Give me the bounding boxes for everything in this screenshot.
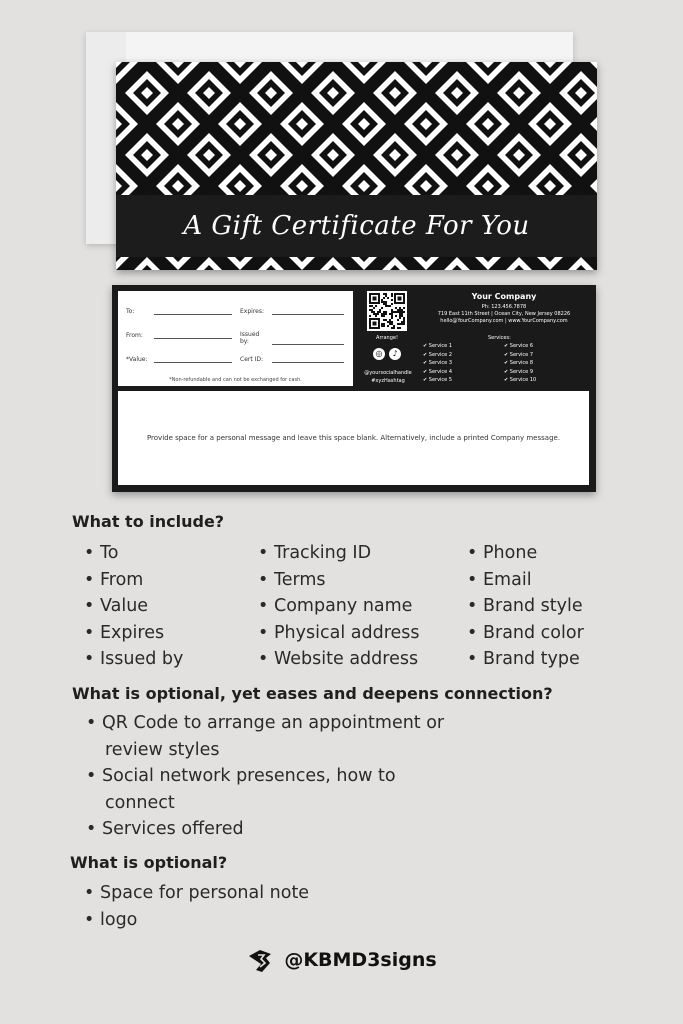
social-icons bbox=[373, 348, 401, 360]
list-item: • Space for personal note bbox=[103, 880, 309, 907]
service-item: ✔ Service 2 bbox=[423, 351, 453, 358]
message-text: Provide space for a personal message and leave this space blank. Alternatively, include a printed Company message. bbox=[146, 434, 561, 442]
certificate-title: A Gift Certificate For You bbox=[183, 211, 530, 241]
cert-id-field bbox=[240, 355, 344, 363]
message-area bbox=[118, 391, 589, 485]
services-title: Services: bbox=[488, 335, 511, 341]
from-line bbox=[154, 331, 232, 339]
to-line bbox=[154, 307, 232, 315]
include-heading: What to include? bbox=[72, 512, 225, 531]
list-item: • Social network presences, how to bbox=[105, 763, 444, 790]
list-item: • Brand style bbox=[486, 593, 584, 620]
list-item: • Company name bbox=[277, 593, 420, 620]
company-phone: Ph: 123.456.7878 bbox=[481, 304, 527, 310]
list-item: • Phone bbox=[486, 540, 584, 567]
list-item: • Issued by bbox=[103, 646, 183, 673]
company-contact: hello@YourCompany.com | www.YourCompany.com bbox=[440, 318, 568, 324]
value-field bbox=[126, 355, 232, 363]
service-item: ✔ Service 1 bbox=[423, 343, 453, 349]
social-handle-block bbox=[358, 369, 418, 385]
certificate-fields bbox=[118, 291, 353, 386]
company-name: Your Company bbox=[471, 292, 537, 301]
list-item: • Email bbox=[486, 567, 584, 594]
issued-by-label: Issued by: bbox=[240, 331, 260, 345]
service-item: ✔ Service 8 bbox=[504, 360, 534, 366]
services-col-2 bbox=[504, 342, 536, 385]
certificate-back bbox=[112, 285, 596, 492]
to-label: To: bbox=[126, 308, 135, 315]
footer-handle: @KBMD3signs bbox=[284, 949, 437, 971]
list-item-continued: review styles bbox=[105, 739, 220, 760]
optional-heading: What is optional? bbox=[70, 853, 228, 872]
social-handle: @yoursocialhandle bbox=[364, 370, 412, 376]
optional-list bbox=[100, 880, 310, 933]
issued-by-field bbox=[240, 331, 344, 345]
company-info bbox=[418, 292, 590, 325]
service-item: ✔ Service 9 bbox=[504, 368, 534, 375]
include-col-3 bbox=[483, 540, 584, 673]
service-item: ✔ Service 4 bbox=[423, 368, 453, 375]
from-field bbox=[126, 331, 232, 339]
service-item: ✔ Service 10 bbox=[504, 377, 537, 383]
list-item: • Physical address bbox=[277, 620, 420, 647]
cert-id-line bbox=[272, 355, 344, 363]
certificate-banner bbox=[116, 195, 597, 257]
services-col-1 bbox=[423, 342, 452, 385]
include-col-1 bbox=[100, 540, 184, 673]
issued-by-line bbox=[272, 337, 344, 345]
qr-code-icon bbox=[367, 291, 407, 331]
list-item: • Expires bbox=[103, 620, 183, 647]
expires-label: Expires: bbox=[240, 308, 264, 315]
expires-line bbox=[272, 307, 344, 315]
list-item: • Brand color bbox=[486, 620, 584, 647]
service-item: ✔ Service 5 bbox=[423, 377, 453, 383]
include-col-2 bbox=[274, 540, 420, 673]
connection-list bbox=[102, 710, 445, 843]
tiktok-icon: ♪ bbox=[389, 348, 401, 360]
value-line bbox=[154, 355, 232, 363]
list-item: • Brand type bbox=[486, 646, 584, 673]
list-item: • To bbox=[103, 540, 183, 567]
service-item: ✔ Service 3 bbox=[423, 360, 453, 366]
cert-id-label: Cert ID: bbox=[240, 356, 264, 363]
connection-heading: What is optional, yet eases and deepens connection? bbox=[72, 684, 553, 703]
instagram-icon: ◎ bbox=[373, 348, 385, 360]
from-label: From: bbox=[126, 332, 143, 339]
to-field bbox=[126, 307, 232, 315]
list-item: • Tracking ID bbox=[277, 540, 420, 567]
footer bbox=[0, 946, 683, 974]
service-item: ✔ Service 6 bbox=[504, 343, 534, 349]
list-item: • Services offered bbox=[105, 816, 444, 843]
company-address: 719 East 11th Street | Ocean City, New Jersey 08226 bbox=[437, 311, 571, 317]
value-label: *Value: bbox=[126, 356, 148, 363]
expires-field bbox=[240, 307, 344, 315]
list-item-continued: connect bbox=[105, 792, 175, 813]
refund-note: *Non-refundable and can not be exchanged for cash. bbox=[169, 377, 302, 383]
list-item: • Value bbox=[103, 593, 183, 620]
list-item: • Terms bbox=[277, 567, 420, 594]
list-item: • Website address bbox=[277, 646, 420, 673]
arrange-label: Arrange! bbox=[376, 335, 398, 341]
kbmd3-logo-icon bbox=[246, 946, 274, 974]
service-item: ✔ Service 7 bbox=[504, 351, 534, 358]
certificate-front bbox=[116, 62, 597, 270]
list-item: • From bbox=[103, 567, 183, 594]
hashtag: #xyzHashtag bbox=[371, 378, 405, 384]
list-item: • logo bbox=[103, 907, 309, 934]
list-item: • QR Code to arrange an appointment or bbox=[105, 710, 444, 737]
